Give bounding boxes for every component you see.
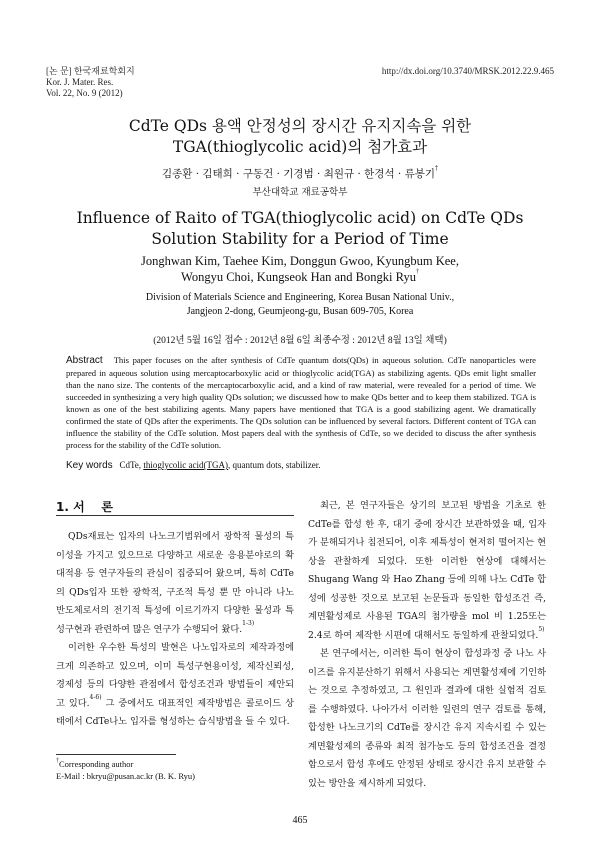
authors-en-line2: Wongyu Choi, Kungseok Han and Bongki Ryu: [181, 270, 416, 284]
keyword-tga: thioglycolic acid(TGA): [143, 460, 229, 470]
left-p2a-text: 이러한 우수한 특성의 발현은 나노입자로의 제작과정에 크게 의존하고 있으며, 이미 특성구현용이성, 제작신뢰성, 경제성 등의 다양한 관점에서 합성조건과 방법들이 제안되고 있다.: [56, 642, 294, 709]
right-p1-ref: 5): [538, 625, 545, 633]
keyword-cdte: CdTe,: [119, 460, 142, 470]
right-column: [308, 497, 546, 793]
footnote-email: E-Mail : bkryu@pusan.ac.kr (B. K. Ryu): [56, 771, 195, 781]
keywords: [66, 460, 536, 471]
section-rule: [56, 515, 294, 516]
journal-name-ko: [논 문] 한국재료학회지: [46, 66, 135, 76]
title-ko-line2: TGA(thioglycolic acid)의 첨가효과: [172, 138, 428, 156]
abstract: [66, 354, 536, 451]
left-p2-ref: 4-6): [89, 693, 102, 701]
authors-ko: [0, 166, 600, 181]
doi-link[interactable]: http://dx.doi.org/10.3740/MRSK.2012.22.9.465: [381, 66, 554, 76]
submission-dates: (2012년 5월 16일 접수 : 2012년 8월 6일 최종수정 : 2012년 8월 13일 채택): [153, 336, 447, 346]
title-ko: [0, 116, 600, 158]
affiliation-en: [0, 291, 600, 319]
left-p2b-text: 그 중에서도 대표적인 제작방법은 콜로이드 상태에서 CdTe나노 입자를 형성하는 습식방법을 들 수 있다.: [56, 697, 295, 727]
journal-name-en: Kor. J. Mater. Res.: [46, 77, 114, 87]
page-number: 465: [292, 815, 308, 826]
authors-en: [0, 253, 600, 285]
journal-header: [46, 66, 135, 99]
left-p1-ref: 1-3): [242, 619, 255, 627]
title-ko-line1: CdTe QDs 용액 안정성의 장시간 유지지속을 위한: [128, 117, 472, 135]
section-number: 1.: [56, 500, 69, 514]
title-en-line1: Influence of Raito of TGA(thioglycolic acid) on CdTe QDs: [76, 209, 524, 227]
corresponding-mark-en: †: [415, 269, 419, 275]
left-column: [56, 528, 294, 732]
right-paragraph-1: [308, 497, 546, 645]
authors-ko-names: 김종환 · 김태희 · 구동건 · 기경범 · 최원규 · 한경석 · 류봉기: [161, 168, 436, 180]
affiliation-en-line1: Division of Materials Science and Engineering, Korea Busan National Univ.,: [145, 292, 455, 303]
section-heading: [56, 498, 113, 515]
journal-volume: Vol. 22, No. 9 (2012): [46, 88, 123, 98]
corresponding-mark: †: [435, 165, 439, 172]
title-en: [0, 208, 600, 250]
affiliation-ko: 부산대학교 재료공학부: [252, 187, 348, 198]
abstract-text: This paper focuses on the after synthesis of CdTe quantum dots(QDs) in aqueous solution. CdTe nanoparticles were prepared in aqueous solution using mercaptocarboxylic acid or thioglycolic acid(TGA) as stabilizing agents. QDs emit light smaller than the nano size. The contents of the mercaptocarboxylic acid, and a kind of raw material, were revealed for a period of time. We succeeded in synthesizing a very high quality QDs solution; we discussed how to make QDs better and to keep them stabilized. TGA is known as one of the best stabilizing agents. Many papers have mentioned that TGA is a good stabilizing agent. We dramatically confirmed the state of QDs after the experiments. The QDs solution can be influenced by several factors. Different content of TGA can influence the stability of the CdTe solution. Most papers deal with the synthesis of CdTe, so we decided to discuss the after synthesis process for the stability of the CdTe solution.: [66, 355, 537, 450]
right-paragraph-2: 본 연구에서는, 이러한 특이 현상이 합성과정 중 나노 사이즈를 유지분산하기 위해서 사용되는 계면활성제에 기인하는 것으로 추정하였고, 그 원인과 결과에 대한 실험적 검토를 수행하였다. 나아가서 이러한 일련의 연구 검토를 통해, 합성한 나노크기의 CdTe를 장시간 유지 지속시킬 수 있는 계면활성제의 종류와 최적 첨가농도 등의 합성조건을 결정함으로서 합성 후에도 안정된 상태로 장시간 유지 보관할 수 있는 방안을 제시하게 되었다.: [308, 648, 546, 789]
affiliation-en-line2: Jangjeon 2-dong, Geumjeong-gu, Busan 609-705, Korea: [186, 306, 414, 317]
footnote-rule: [56, 754, 176, 755]
keyword-rest: , quantum dots, stabilizer.: [228, 460, 321, 470]
footnote-corresponding: Corresponding author: [59, 759, 134, 769]
left-paragraph-1: [56, 528, 294, 639]
abstract-label: Abstract: [66, 355, 103, 366]
left-paragraph-2: [56, 639, 294, 732]
authors-en-line1: Jonghwan Kim, Taehee Kim, Donggun Gwoo, Kyungbum Kee,: [141, 254, 459, 268]
title-en-line2: Solution Stability for a Period of Time: [151, 230, 449, 248]
left-p1-text: QDs재료는 입자의 나노크기범위에서 광학적 물성의 특이성을 가지고 있으므로 다양하고 새로운 응용분야로의 확대적용 등 연구자들의 관심이 집중되어 왔으며, 특히 CdTe의 QDs입자 또한 광학적, 구조적 특성 뿐 만 아니라 나노 반도체로서의 전기적 특성에 이르기까지 다양한 물성과 특성구현과 관련하여 많은 연구가 수행되어 왔다.: [56, 531, 294, 635]
section-title: 서 론: [73, 500, 114, 514]
right-p1-text: 최근, 본 연구자들은 상기의 보고된 방법을 기초로 한 CdTe를 합성 한 후, 대기 중에 장시간 보관하였을 때, 입자가 분해되거나 침전되어, 이후 제특성이 현저히 떨어지는 현상을 관찰하게 되었다. 또한 이러한 현상에 대해서는 Shugang Wang 와 Hao Zhang 등에 의해 나노 CdTe 합성에 성공한 것으로 보고된 논문들과 동일한 합성조건 즉, 계면활성제로 사용된 TGA의 첨가량을 mol 비 1.25또는 2.4로 하여 제작한 시편에 대해서도 동일하게 관찰되었다.: [308, 500, 546, 641]
footnote: [56, 758, 195, 782]
keywords-label: Key words: [66, 460, 113, 471]
footnote-mark: †: [56, 758, 59, 764]
